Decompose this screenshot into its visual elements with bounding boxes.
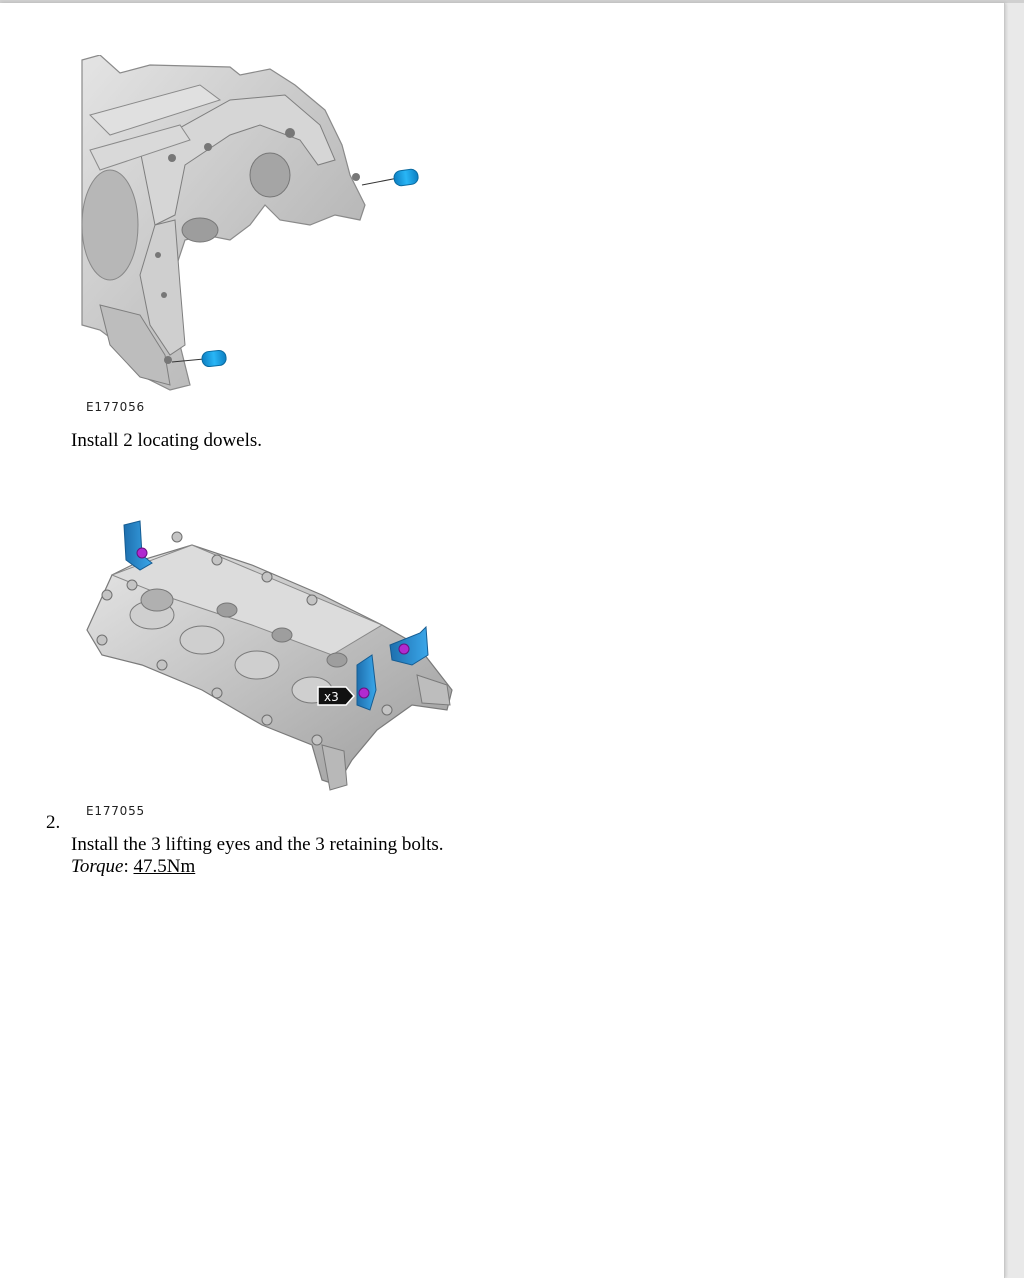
step-number: 2. [46, 812, 61, 833]
document-page [0, 3, 1005, 1278]
torque-value: 47.5Nm [133, 856, 196, 877]
figure-code-1: E177056 [86, 400, 145, 414]
figure-code-2: E177055 [86, 804, 145, 818]
torque-separator: : [123, 856, 129, 877]
step-1-instruction: Install 2 locating dowels. [71, 430, 263, 451]
step-2-instruction: Install the 3 lifting eyes and the 3 retaining bolts. [71, 834, 444, 855]
torque-label: Torque [71, 856, 124, 877]
callout-label: x3 [324, 690, 339, 704]
callout-arrow [318, 687, 354, 705]
engine-block-illustration [80, 55, 440, 395]
torque-spec [71, 856, 195, 878]
cylinder-head-illustration [82, 515, 462, 797]
